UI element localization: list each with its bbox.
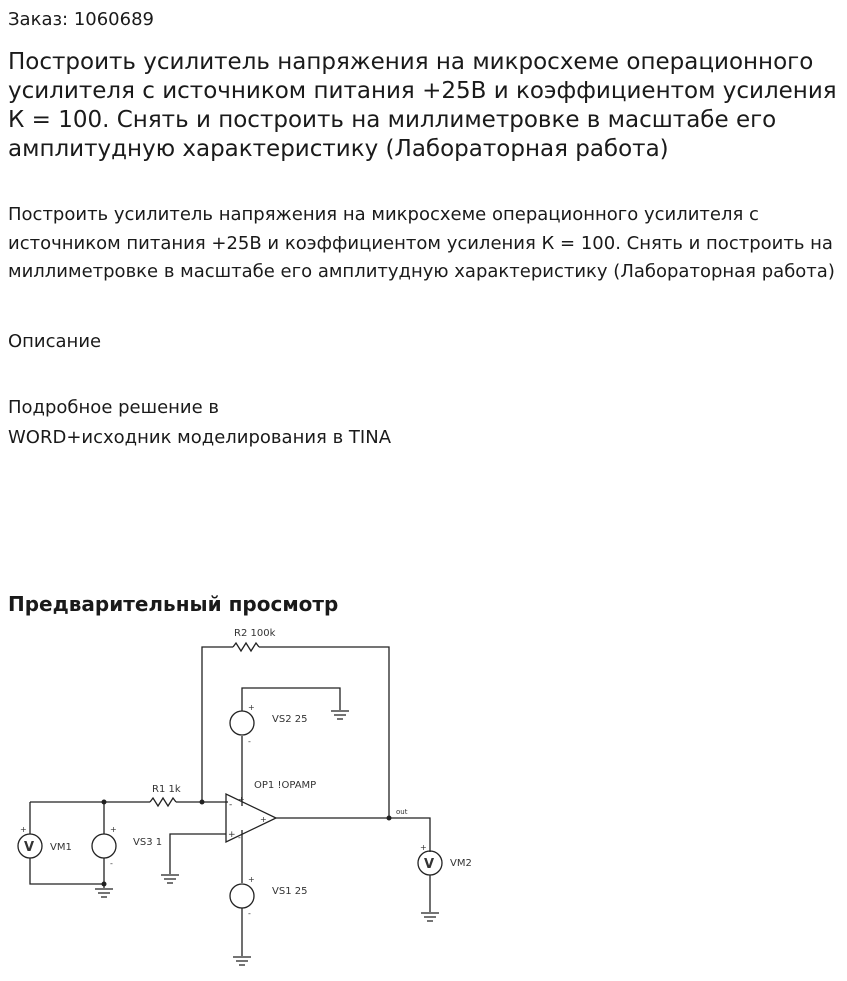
vm2-letter: V bbox=[424, 857, 435, 872]
label-op1: OP1 !OPAMP bbox=[254, 780, 317, 791]
vs1-minus: - bbox=[248, 909, 251, 918]
opamp-supply-minus: - bbox=[238, 833, 241, 842]
ground-vs2 bbox=[331, 711, 349, 719]
junction-inverting bbox=[200, 800, 205, 805]
label-vs3: VS3 1 bbox=[133, 837, 163, 848]
label-r2: R2 100k bbox=[234, 628, 276, 639]
vm1-letter: V bbox=[24, 840, 35, 855]
solution-info bbox=[8, 393, 391, 453]
opamp-out-plus: + bbox=[260, 815, 267, 824]
circuit-schematic bbox=[0, 620, 500, 970]
label-vm2: VM2 bbox=[450, 858, 472, 869]
wire-vm1-bottom bbox=[30, 858, 104, 884]
vs2-minus: - bbox=[248, 737, 251, 746]
vm1-plus: + bbox=[20, 825, 27, 834]
ground-input bbox=[95, 889, 113, 897]
wire-feedback-right bbox=[259, 647, 389, 818]
source-vs2 bbox=[230, 711, 254, 735]
opamp-supply-plus: + bbox=[238, 795, 245, 804]
ground-vm2 bbox=[421, 913, 439, 921]
label-vs2: VS2 25 bbox=[272, 714, 308, 725]
preview-heading: Предварительный просмотр bbox=[8, 592, 339, 616]
opamp-minus: - bbox=[229, 800, 233, 810]
ground-vs3 bbox=[161, 875, 179, 883]
solution-line-1: Подробное решение в bbox=[8, 397, 220, 418]
source-minus: - bbox=[110, 859, 113, 868]
description-section-label: Описание bbox=[8, 331, 102, 352]
wire-vs3 bbox=[170, 834, 226, 874]
junction-output bbox=[387, 816, 392, 821]
label-out: out bbox=[396, 808, 408, 816]
description-text: Построить усилитель напряжения на микросхеме операционного усилителя с источником питания +25В и коэффициентом усиления К = 100. Снять и построить на миллиметровке в масштабе его амплитудную характеристику (Лабораторная работа) bbox=[8, 204, 835, 282]
vs1-plus: + bbox=[248, 875, 255, 884]
wire-feedback-left bbox=[202, 647, 233, 802]
opamp-plus: + bbox=[228, 830, 236, 840]
junction-input-top bbox=[102, 800, 107, 805]
resistor-r2 bbox=[233, 643, 259, 651]
wire-vs2-up bbox=[242, 688, 340, 711]
page-title: Построить усилитель напряжения на микросхеме операционного усилителя с источником питания +25В и коэффициентом усиления К = 100. Снять и построить на миллиметровке в масштабе его амплитудную характеристику (Лабораторная работа) bbox=[8, 49, 837, 162]
vm2-plus: + bbox=[420, 843, 427, 852]
source-vs1 bbox=[230, 884, 254, 908]
order-number: Заказ: 1060689 bbox=[8, 9, 154, 30]
ground-vs1 bbox=[233, 957, 251, 965]
label-r1: R1 1k bbox=[152, 784, 181, 795]
source-plus: + bbox=[110, 825, 117, 834]
solution-line-2: WORD+исходник моделирования в TINA bbox=[8, 427, 392, 448]
vs2-plus: + bbox=[248, 703, 255, 712]
junction-input-bottom bbox=[102, 882, 107, 887]
resistor-r1 bbox=[150, 798, 176, 806]
source-input bbox=[92, 834, 116, 858]
label-vm1: VM1 bbox=[50, 842, 72, 853]
label-vs1: VS1 25 bbox=[272, 886, 308, 897]
